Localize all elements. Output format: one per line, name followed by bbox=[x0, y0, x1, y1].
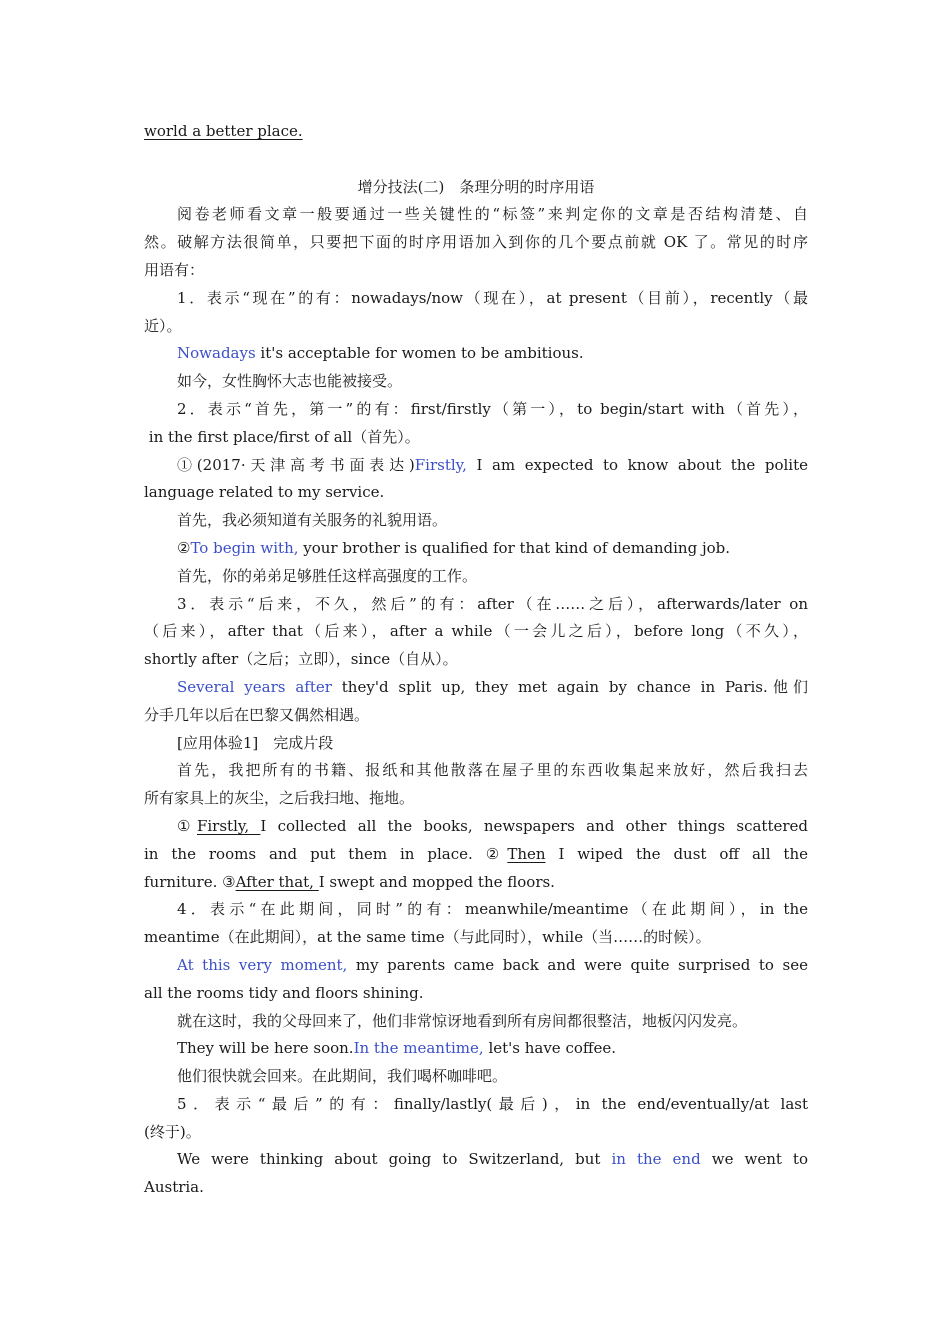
item-2-example-2-translation: 首先，你的弟弟足够胜任这样高强度的工作。 bbox=[177, 566, 478, 585]
keyword-highlight: Several years after bbox=[177, 677, 332, 696]
item-2-example-1: ①(2017·天津高考书面表达)Firstly, I am expected to know about the polite bbox=[177, 455, 808, 474]
item-4-line-1: 4．表示“在此期间，同时”的有：meanwhile/meantime（在此期间），in the bbox=[177, 900, 808, 919]
intro-line-1: 阅卷老师看文章一般要通过一些关键性的“标签”来判定你的文章是否结构清楚、自 bbox=[177, 205, 808, 224]
item-2-example-2: ②To begin with, your brother is qualified for that kind of demanding job. bbox=[177, 538, 730, 557]
keyword-highlight: To begin with, bbox=[190, 538, 299, 557]
item-1-line-2: 近）。 bbox=[144, 316, 182, 335]
item-3-example: Several years after they'd split up, they met again by chance in Paris.他们 bbox=[177, 677, 808, 696]
item-5-example-line-2: Austria. bbox=[144, 1178, 204, 1197]
practice-answer-line-1: ①Firstly, I collected all the books, newspapers and other things scattered bbox=[177, 816, 809, 835]
item-3-line-3: shortly after（之后；立即），since（自从）。 bbox=[144, 650, 458, 669]
document-page bbox=[144, 118, 808, 1202]
item-5-example: We were thinking about going to Switzerland, but in the end we went to bbox=[177, 1150, 808, 1169]
item-5-line-1: 5．表示“最后”的有：finally/lastly(最后)，in the end/eventually/at last bbox=[177, 1094, 808, 1113]
section-heading: 增分技法(二) 条理分明的时序用语 bbox=[357, 177, 595, 196]
keyword-highlight: in the end bbox=[611, 1150, 701, 1169]
item-5-line-2: (终于)。 bbox=[144, 1122, 201, 1141]
intro-line-3: 用语有： bbox=[144, 260, 205, 279]
practice-answer-line-3: furniture. ③After that, I swept and mopped the floors. bbox=[144, 872, 555, 891]
top-fragment: world a better place. bbox=[144, 122, 303, 140]
item-4-line-2: meantime（在此期间），at the same time（与此同时），while（当……的时候）。 bbox=[144, 928, 711, 947]
item-4-example-1-line-2: all the rooms tidy and floors shining. bbox=[144, 983, 424, 1002]
practice-prompt-line-2: 所有家具上的灰尘，之后我扫地、拖地。 bbox=[144, 789, 415, 808]
item-1-translation: 如今，女性胸怀大志也能被接受。 bbox=[177, 372, 403, 391]
keyword-highlight: In the meantime, bbox=[353, 1039, 484, 1058]
keyword-highlight: At this very moment, bbox=[177, 955, 348, 974]
item-2-line-2: in the first place/first of all（首先）。 bbox=[144, 427, 420, 446]
answer-blank-1: Firstly, bbox=[196, 816, 261, 835]
item-2-line-1: 2．表示“首先，第一”的有：first/firstly（第一），to begin/start with（首先）， bbox=[177, 399, 808, 418]
practice-prompt-line-1: 首先，我把所有的书籍、报纸和其他散落在屋子里的东西收集起来放好，然后我扫去 bbox=[177, 761, 808, 780]
keyword-highlight: Nowadays bbox=[177, 344, 256, 363]
intro-line-2: 然。破解方法很简单，只要把下面的时序用语加入到你的几个要点前就 OK 了。常见的时序 bbox=[144, 233, 808, 252]
item-4-example-2-translation: 他们很快就会回来。在此期间，我们喝杯咖啡吧。 bbox=[177, 1067, 508, 1086]
keyword-highlight: Firstly, bbox=[414, 455, 467, 474]
item-3-line-1: 3．表示“后来，不久，然后”的有：after（在……之后），afterwards/later on bbox=[177, 594, 808, 613]
item-4-example-1: At this very moment, my parents came back and were quite surprised to see bbox=[177, 955, 808, 974]
item-2-example-1-translation: 首先，我必须知道有关服务的礼貌用语。 bbox=[177, 511, 448, 530]
answer-blank-3: After that, bbox=[235, 872, 319, 891]
item-3-example-line-2: 分手几年以后在巴黎又偶然相遇。 bbox=[144, 705, 370, 724]
item-3-line-2: （后来），after that（后来），after a while（一会儿之后），before long（不久）， bbox=[144, 622, 808, 641]
item-1-line-1: 1．表示“现在”的有：nowadays/now（现在），at present（目前），recently（最 bbox=[177, 288, 808, 307]
item-4-example-1-translation: 就在这时，我的父母回来了，他们非常惊讶地看到所有房间都很整洁，地板闪闪发亮。 bbox=[177, 1011, 748, 1030]
answer-blank-2: Then bbox=[507, 844, 546, 863]
practice-answer-line-2: in the rooms and put them in place. ②Then I wiped the dust off all the bbox=[144, 844, 808, 863]
item-4-example-2: They will be here soon.In the meantime, let's have coffee. bbox=[177, 1039, 617, 1058]
item-1-example: Nowadays it's acceptable for women to be ambitious. bbox=[177, 344, 584, 363]
practice-title: [应用体验1] 完成片段 bbox=[177, 733, 334, 752]
item-2-example-1-line-2: language related to my service. bbox=[144, 483, 385, 502]
